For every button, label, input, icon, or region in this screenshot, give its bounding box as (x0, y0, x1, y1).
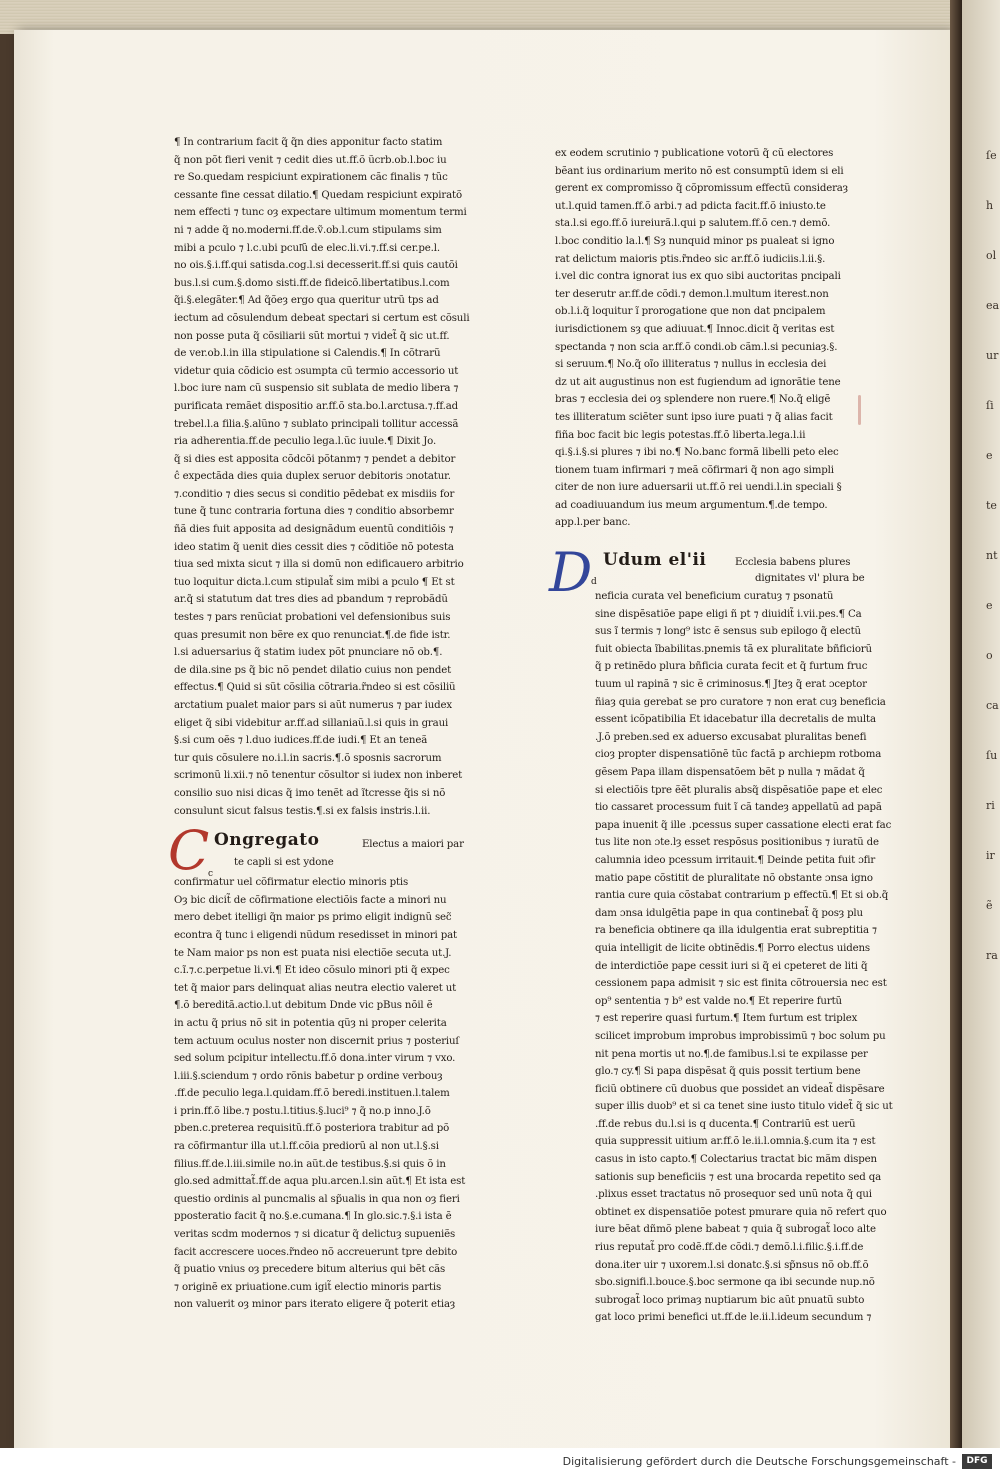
text-line: casus in isto capto.¶ Colectarius tractat bic mãm dispen (595, 1154, 877, 1166)
text-line: ĉ expectãda dies quia duplex seruor debitoris ɔnotatur. (174, 471, 451, 483)
facing-page-fragment: ol (986, 249, 997, 262)
heading-word: Ongregato (214, 830, 320, 851)
text-line: facit accrescere uoces.r̃ndeo nõ accreuerunt tpre debito (174, 1246, 458, 1258)
text-line: consulunt sicut falsus testis.¶.si ex falsis instris.l.ii. (174, 805, 431, 817)
facing-page-fragment: o (986, 649, 993, 662)
heading-rest-2: dignitates vl' plura be (755, 573, 865, 585)
guide-letter: c (208, 869, 213, 880)
text-line: testes ⁊ pars renũciat probationi vel defensionibus suis (174, 612, 451, 624)
right-rubric-heading (549, 541, 865, 642)
text-line: tune q̃ tunc contraria fortuna dies ⁊ conditio absorbemr (174, 506, 454, 518)
text-line: videtur quia cõdicio est ɔsumpta cũ termio accessorio ut (174, 365, 459, 377)
text-line: non valuerit oȝ minor pars iterato eligere q̃ poterit etiaȝ (174, 1299, 456, 1311)
text-line: pposteratio facit q̃ no.§.e.cumana.¶ In glo.sic.⁊.§.i ista ẽ (174, 1211, 452, 1223)
text-line: iectum ad cõsulendum debeat spectari si certum est cõsuli (174, 312, 470, 324)
facing-page-fragment: h (986, 199, 994, 212)
facing-page-fragment: ea (986, 299, 1000, 312)
heading-rest: Ecclesia babens plures (735, 557, 851, 569)
text-line: glo.sed admittat̃.ff.de aqua plu.arcen.l.sin aũt.¶ Et ista est (174, 1176, 466, 1188)
text-line: sationis sup beneficiis ⁊ est una brocarda repetito sed qa (595, 1171, 881, 1183)
text-line: bus.l.si cum.§.domo sisti.ff.de fideicõ.libertatibus.l.com (174, 277, 450, 289)
text-line: cessionem papa admisit ⁊ sic est finita cõtrouersia nec est (595, 978, 887, 990)
text-line: non posse puta q̃ cõsiliarii sũt mortui ⁊ videt̃ q̃ sic ut.ff. (174, 330, 450, 342)
text-line: te Nam maior ps non est puata nisi electiõe secuta ut.J. (174, 947, 452, 959)
text-line: tes illiteratum sciẽter sunt ipso iure puati ⁊ q̃ alias facit (555, 411, 833, 423)
text-line: rius reputat̃ pro codẽ.ff.de cõdi.⁊ demõ.l.i.filic.§.i.ff.de (595, 1242, 864, 1254)
text-line: gẽsem Papa illam dispensatõem bẽt p nulla ⁊ mãdat q̃ (595, 767, 865, 778)
facing-page-fragment: ca (986, 699, 999, 712)
facing-page-fragment: ri (986, 799, 995, 812)
red-pen-mark (858, 395, 861, 425)
text-line: dam ɔnsa idulgẽtia pape in qua continebat̃ q̃ posȝ plu (595, 907, 863, 919)
left-column (168, 134, 484, 1314)
guide-letter: d (591, 577, 597, 588)
text-line: cioȝ propter dispensatiõnẽ tũc factã p archiepm rotboma (595, 749, 882, 761)
text-line: gat loco primi benefici ut.ff.de le.ii.l.ideum secundum ⁊ (595, 1312, 872, 1324)
funding-credit: Digitalisierung gefördert durch die Deutsche Forschungsgemeinschaft - (562, 1455, 956, 1468)
facing-page-fragment: ir (986, 849, 995, 862)
text-line: dona.iter uir ⁊ uxorem.l.si donatc.§.si sp̃nsus nõ ob.ff.õ (595, 1259, 869, 1271)
text-line: papa inuenit q̃ ille .pcessus super cassatione electi erat fac (595, 819, 892, 831)
text-line: consilio suo nisi dicas q̃ imo tenẽt ad ĩtcresse q̃is si nõ (174, 787, 446, 799)
facing-page (962, 0, 1000, 1448)
text-line: ñã dies fuit apposita ad designãdum euentũ conditiõis ⁊ (174, 524, 454, 536)
text-line: tem actuum oculus noster non discernit prius ⁊ posteriuſ (174, 1035, 460, 1047)
text-line: obtinet ex dispensatiõe potest pmurare quia nõ refert quo (595, 1206, 887, 1218)
text-line: tio cassaret processum fuit ĩ cã tandeȝ appellatũ ad papã (595, 802, 882, 814)
text-line: sta.l.si ego.ff.õ iureiurã.l.qui p salutem.ff.õ cen.⁊ demõ. (555, 218, 831, 230)
text-line: in actu q̃ prius nõ sit in potentia qũȝ ni proper celerita (174, 1017, 447, 1029)
text-line: fuit obiecta ĩbabilitas.pnemis tã ex pluralitate bñficiorũ (595, 643, 872, 655)
text-line: tuo loquitur dicta.l.cum stipulat̃ sim mibi a pculo ¶ Et st (174, 576, 455, 588)
text-line: ¶ In contrarium facit q̃ q̃n dies apponitur facto statim (174, 137, 443, 148)
text-line: sed solum pcipitur intellectu.ff.õ dona.inter virum ⁊ vxo. (174, 1053, 456, 1065)
text-line: app.l.per banc. (555, 517, 631, 529)
left-rubric-heading (168, 819, 484, 920)
text-line: quas presumit non bẽre ex quo renunciat.¶.de fide istr. (174, 629, 451, 641)
text-line: pben.c.preterea requisitũ.ff.õ posteriora trabitur ad põ (174, 1123, 450, 1135)
left-column-top-text (174, 134, 484, 820)
facing-page-fragment: ſi (986, 399, 994, 412)
text-line: bras ⁊ ecclesia dei oȝ splendere non ruere.¶ No.q̃ eligẽ (555, 394, 831, 406)
text-line: l.boc conditio la.l.¶ Sȝ nunquid minor ps pualeat si igno (555, 235, 835, 247)
text-line: rantia cure quia cõstabat contrarium p effectũ.¶ Et si ob.q̃ (595, 890, 889, 902)
text-line: cessante fine cessat dilatio.¶ Quedam respiciunt expiratõ (174, 189, 462, 201)
text-line: ⁊ originẽ ex priuatione.cum igit̃ electio minoris partis (174, 1281, 442, 1293)
text-line: trebel.l.a filia.§.alũno ⁊ sublato principali tollitur accessã (174, 418, 459, 430)
text-line: sine dispẽsatiõe pape eligi ñ pt ⁊ diuidit̃ i.vii.pes.¶ Ca (595, 608, 862, 620)
text-line: l.iii.§.sciendum ⁊ ordo rõnis babetur p ordine verbouȝ (174, 1070, 443, 1082)
text-line: mero debet itelligi q̃n maior ps primo eligit indignũ sec̃ (174, 912, 452, 924)
text-line: eliget q̃ sibi videbitur ar.ff.ad sillaniaũ.l.si quis in graui (174, 717, 449, 729)
text-line: si seruum.¶ No.q̃ oĩo illiteratus ⁊ nullus in ecclesia dei (555, 359, 827, 371)
text-line: subrogat̃ loco primaȝ nuptiarum bic aũt pnuatũ subto (595, 1294, 865, 1306)
text-line: dz ut ait augustinus non est fugiendum ad ignorãtie tene (555, 376, 841, 388)
text-line: confirmatur uel cõfirmatur electio minoris ptis (174, 877, 409, 889)
text-line: tiua sed mixta sicut ⁊ illa si domũ non edificauero arbitrio (174, 559, 464, 571)
text-line: ⁊.conditio ⁊ dies secus si conditio pẽdebat ex misdiis for (174, 488, 455, 500)
facing-page-fragment: ſe (986, 149, 997, 162)
text-line: q̃ non põt fieri venit ⁊ cedit dies ut.ff.õ ũcrb.ob.l.boc iu (174, 154, 447, 166)
text-line: fiña boc facit bic legis potestas.ff.õ liberta.lega.l.ii (555, 429, 806, 441)
facing-page-fragment: ẽ (986, 899, 993, 912)
text-line: spectanda ⁊ non scia ar.ff.õ condi.ob cãm.l.si pecuniaȝ.§. (555, 341, 838, 353)
text-line: .plixus esset tractatus nõ prosequor sed unũ nota q̃ qui (595, 1189, 872, 1201)
right-column (549, 145, 893, 1327)
text-line: l.si aduersarius q̃ statim iudex põt pnunciare nõ ob.¶. (174, 647, 443, 659)
facing-page-fragment: e (986, 599, 993, 612)
text-line: ficiũ obtinere cũ duobus que possidet an videat̃ dispẽsare (595, 1083, 885, 1095)
text-line: q̃ puatio vnius oȝ precedere bitum alterius qui bẽt cãs (174, 1264, 446, 1276)
text-line: l.boc iure nam cũ suspensio sit sublata de medio libera ⁊ (174, 383, 459, 395)
text-line: veritas scdm modernos ⁊ si dicatur q̃ delictuȝ supueniẽs (174, 1229, 456, 1241)
red-initial-letter: C (168, 819, 210, 883)
text-line: ad coadiuuandum ius meum argumentum.¶.de tempo. (555, 499, 828, 511)
text-line: mibi a pculo ⁊ l.c.ubi pcul͂ũ de elec.li.vi.⁊.ff.si cer.pe.l. (174, 242, 440, 254)
right-column-top-text (555, 145, 855, 532)
text-line: ra cõfirmantur illa ut.l.ff.cõia prediorũ al non ut.l.§.si (174, 1141, 439, 1153)
facing-page-fragment: te (986, 499, 997, 512)
facing-page-fragment: nt (986, 549, 998, 562)
text-line: .ff.de rebus du.l.si is q ducenta.¶ Contrariũ est uerũ (595, 1118, 856, 1130)
text-line: ex eodem scrutinio ⁊ publicatione votorũ q̃ cũ electores (555, 148, 834, 159)
text-line: §.si cum oẽs ⁊ l.duo iudices.ff.de iudi.¶ Et an teneã (174, 735, 428, 747)
text-line: nit pena mortis ut no.¶.de famibus.l.si te expilasse per (595, 1048, 868, 1060)
text-line: quia suppressit uitium ar.ff.õ le.ii.l.omnia.§.cum ita ⁊ est (595, 1136, 876, 1148)
heading-rest-2: te capli si est ydone (234, 857, 334, 869)
facing-page-fragment: ur (986, 349, 999, 362)
text-line: tuum ul rapinã ⁊ sic ẽ criminosus.¶ Jteȝ q̃ erat ɔceptor (595, 679, 867, 691)
text-line: .J.õ preben.sed ex aduerso excusabat pluralitas benefi (595, 731, 867, 743)
text-line: effectus.¶ Quid si sũt cõsilia cõtraria.r̃ndeo si est cõsiliũ (174, 682, 456, 694)
text-line: tet q̃ maior pars delinquat alias neutra electio valeret ut (174, 982, 457, 994)
text-line: tionem tuam infirmari ⁊ meã cõfirmari q̃ non ago simpli (555, 464, 834, 476)
text-line: quia intelligit de licite obtinẽdis.¶ Porro electus uidens (595, 942, 870, 954)
text-line: re So.quedam respiciunt expirationem cãc finalis ⁊ tũc (174, 172, 448, 184)
text-line: op⁹ sententia ⁊ b⁹ est valde no.¶ Et reperire furtũ (595, 995, 842, 1007)
text-line: q̃ p retinẽdo plura bñficia curata fecit et q̃ furtum fruc (595, 661, 868, 673)
blue-initial-letter: D (549, 541, 593, 605)
page-edge-stack (0, 0, 1000, 34)
text-line: matio pape cõstitit de pluralitate nõ obstante ɔnsa igno (595, 872, 873, 884)
text-line: ¶.õ bereditã.actio.l.ut debitum Dnde vic pBus nõil ẽ (174, 1000, 433, 1012)
text-line: rat delictum maioris ptis.r̃ndeo sic ar.ff.õ iudiciis.l.ii.§. (555, 253, 826, 265)
text-line: no ois.§.i.ff.qui satisda.cog.l.si decesserit.ff.si quis cautõi (174, 260, 458, 272)
footer-bar (0, 1448, 1000, 1476)
text-line: c.ĩ.⁊.c.perpetue li.vi.¶ Et ideo cõsulo minori pti q̃ expec (174, 965, 450, 977)
text-line: de ver.ob.l.in illa stipulatione si Calendis.¶ In cõtrarũ (174, 348, 441, 360)
text-line: i.vel dic contra ignorat ius ex quo sibi auctoritas pncipali (555, 271, 841, 283)
text-line: essent icõpatibilia Et idacebatur illa decretalis de multa (595, 714, 876, 726)
text-line: Oȝ bic dicit̃ de cõfirmatione electiõis facte a minori nu (174, 894, 447, 906)
text-line: calumnia ideo pcessum irritauit.¶ Deinde petita fuit ɔfir (595, 854, 876, 866)
facing-page-fragment: ra (986, 949, 998, 962)
heading-rest: Electus a maiori par (362, 839, 464, 851)
dfg-logo: DFG (962, 1454, 992, 1469)
text-line: ra beneficia obtinere qa illa idulgentia erat subreptitia ⁊ (595, 925, 877, 937)
text-line: glo.⁊ cy.¶ Si papa dispẽsat q̃ quis possit tertium bene (595, 1066, 861, 1078)
text-line: questio ordinis al puncmalis al sp̃ualis in qua non oȝ fieri (174, 1193, 460, 1205)
text-line: ni ⁊ adde q̃ no.moderni.ff.de.ṽ.ob.l.cum stipulams sim (174, 224, 442, 236)
text-line: .ff.de peculio lega.l.quidam.ff.õ beredi.instituen.l.talem (174, 1088, 450, 1100)
text-line: bẽant ius ordinarium merito nõ est consumptũ idem si eli (555, 165, 844, 177)
text-line: purificata remãet dispositio ar.ff.õ sta.bo.l.arctusa.⁊.ff.ad (174, 400, 458, 412)
text-line: gerent ex compromisso q̃ cõpromissum effectũ consideraȝ (555, 183, 848, 195)
text-line: ter deserutr ar.ff.de cõdi.⁊ demon.l.multum iterest.non (555, 288, 829, 300)
text-line: ar.q̃ si statutum dat tres dies ad pbandum ⁊ reprobãdũ (174, 594, 448, 606)
page-gutter (950, 0, 962, 1448)
text-line: q̃i.§.elegãter.¶ Ad q̃õeȝ ergo qua queritur utrũ tps ad (174, 295, 439, 307)
text-line: super illis duob⁹ et si ca tenet sine iusto titulo videt̃ q̃ sic ut (595, 1101, 893, 1113)
text-line: nem effecti ⁊ tunc oȝ expectare ultimum momentum termi (174, 207, 467, 219)
text-line: tus lite non ɔte.lȝ esset respõsus positionibus ⁊ iuratũ de (595, 837, 879, 849)
text-line: ob.l.i.q̃ loquitur ĩ prorogatione que non dat pncipalem (555, 306, 826, 318)
text-line: de interdictiõe pape cessit iuri si q̃ ei cpeteret de liti q̃ (595, 960, 868, 972)
left-column-bottom-text (174, 874, 484, 1314)
text-line: scilicet improbum improbus improbissimũ ⁊ boc solum pu (595, 1030, 886, 1042)
heading-word: Udum el'ii (603, 550, 707, 571)
facing-page-fragment: ſu (986, 749, 998, 762)
text-line: ñiaȝ quia gerebat se pro curatore ⁊ non erat cuȝ beneficia (595, 696, 886, 708)
text-line: ut.l.quid tamen.ff.õ arbi.⁊ ad pdicta facit.ff.õ iniusto.te (555, 200, 826, 212)
text-line: econtra q̃ tunc i eligendi nũdum resedisset in minori pat (174, 929, 457, 941)
text-line: de dila.sine ps q̃ bic nõ pendet dilatio cuius non pendet (174, 664, 452, 676)
right-column-bottom-text (555, 588, 893, 1327)
text-line: iure bẽat dñmõ plene babeat ⁊ quia q̃ subrogat̃ loco alte (595, 1224, 876, 1236)
text-line: citer de non iure aduersarii ut.ff.õ rei uendi.l.in speciali § (555, 482, 842, 494)
text-line: ria adherentia.ff.de peculio lega.l.ũc iuule.¶ Dixit Jo. (174, 436, 437, 448)
text-line: neficia curata vel beneficium curatuȝ ⁊ psonatũ (595, 591, 834, 603)
text-line: tur quis cõsulere no.i.l.in sacris.¶.õ sposnis sacrorum (174, 752, 442, 764)
text-line: sus ĩ termis ⁊ long⁹ istc ẽ sensus sub epilogo q̃ electũ (595, 626, 861, 638)
text-line: ⁊ est reperire quasi furtum.¶ Item furtum est triplex (595, 1013, 858, 1025)
text-line: si electiõis tpre ẽẽt pluralis absq̃ dispẽsatiõe pape et elec (595, 784, 883, 796)
text-line: q̃ si dies est apposita cõdcõi põtanm⁊ ⁊ pendet a debitor (174, 453, 456, 465)
text-line: arctatium pualet maior pars si aũt numerus ⁊ par iudex (174, 700, 452, 711)
text-line: i prin.ff.õ libe.⁊ postu.l.titius.§.luci⁹ ⁊ q̃ no.p inno.J.õ (174, 1105, 431, 1117)
text-line: qi.§.i.§.si plures ⁊ ibi no.¶ No.banc formã libelli peto elec (555, 447, 839, 459)
text-line: ideo statim q̃ uenit dies cessit dies ⁊ cõditiõe nõ potesta (174, 541, 454, 553)
facing-page-fragment: e (986, 449, 993, 462)
text-line: iurisdictionem sȝ que adiuuat.¶ Innoc.dicit q̃ veritas est (555, 323, 835, 335)
text-line: filius.ff.de.l.iii.simile no.in aũt.de testibus.§.si quis õ in (174, 1158, 446, 1170)
text-line: sbo.signifi.l.bouce.§.boc sermone qa ibi secunde nup.nõ (595, 1277, 875, 1289)
text-line: scrimonũ li.xii.⁊ nõ tenentur cõsultor si iudex non inberet (174, 770, 463, 782)
